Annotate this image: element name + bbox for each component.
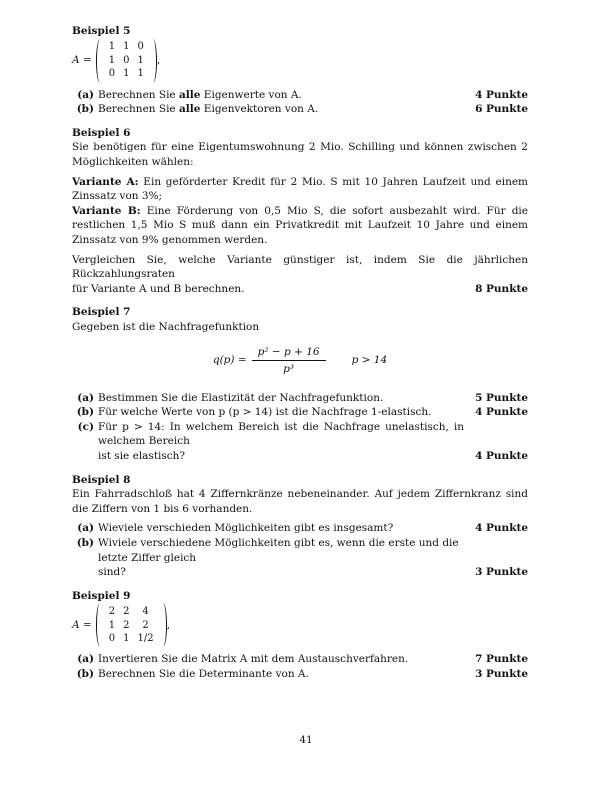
ex7-title: Beispiel 7 — [72, 306, 131, 319]
page-number: 41 — [299, 734, 313, 746]
ex6-title: Beispiel 6 — [72, 126, 131, 139]
ex8-intro: Ein Fahrradschloß hat 4 Ziffernkränze nebeneinander. Auf jedem Ziffernkranz sind die Ziffern von 1 bis 6 vorhanden. — [72, 488, 528, 515]
ex9-item-b: (b) Berechnen Sie die Determinante von A. 3 Punkte — [76, 668, 528, 680]
points: 6 Punkte — [475, 103, 528, 116]
ex7-item-a: (a) Bestimmen Sie die Elastizität der Nachfragefunktion. 5 Punkte — [77, 391, 528, 404]
ex7-intro: Gegeben ist die Nachfragefunktion — [72, 320, 260, 333]
ex6-variant-a: Variante A: Ein geförderter Kredit für 2 Mio. S mit 10 Jahren Laufzeit und einem Zinssatz von 3%; — [72, 175, 529, 203]
ex9-matrix-block: A = 2 2 4 1 2 2 0 1 1/2 , — [72, 603, 528, 647]
points: 8 Punkte — [475, 282, 528, 295]
ex6-compare-end: für Variante A und B berechnen. 8 Punkte — [72, 282, 528, 295]
ex7-formula: q(p) = $\frac{\text{p² − p + 16}}{\text{p³}}$ p > 14 — [212, 345, 388, 376]
left-paren — [96, 39, 104, 83]
ex5-item-b: (b) Berechnen Sie alle Eigenvektoren von A. 6 Punkte — [76, 103, 528, 116]
points: 5 Punkte — [475, 391, 528, 404]
ex6-compare: Vergleichen Sie, welche Variante günstiger ist, indem Sie die jährlichen Rückzahlungsraten — [72, 253, 528, 281]
ex5-matrix: 1 1 0 1 0 1 0 1 1 — [108, 41, 144, 80]
left-paren — [96, 603, 104, 647]
ex6-intro: Sie benötigen für eine Eigentumswohnung 2 Mio. Schilling und können zwischen 2 Möglichkeiten wählen: — [72, 141, 528, 168]
ex5-matrix-block: A = 1 1 0 1 0 1 0 1 1 , — [72, 39, 528, 83]
points: 7 Punkte — [475, 653, 528, 666]
points: 3 Punkte — [475, 668, 528, 680]
ex6-variant-b: Variante B: Eine Förderung von 0,5 Mio S, die sofort ausbezahlt wird. Für die restlichen 1,5 Mio S muß dann ein Privatkredit mit Laufzeit 10 Jahre und einem Zinssatz von 9% genommen werden. — [72, 204, 528, 246]
ex5-matrix-name: A = — [72, 54, 92, 67]
points: 3 Punkte — [475, 566, 528, 579]
ex9-item-a: (a) Invertieren Sie die Matrix A mit dem Austauschverfahren. 7 Punkte — [77, 653, 528, 666]
points: 4 Punkte — [475, 406, 528, 419]
ex7-item-c: (c) Für p > 14: In welchem Bereich ist die Nachfrage unelastisch, in welchem Bereich ist sie elastisch? 4 Punkte — [77, 420, 528, 463]
ex8-item-b: (b) Wiviele verschiedene Möglichkeiten gibt es, wenn die erste und die letzte Ziffer gleich sind? 3 Punkte — [76, 537, 528, 579]
ex5-item-a: (a) Berechnen Sie alle Eigenwerte von A. 4 Punkte — [77, 88, 528, 101]
points: 4 Punkte — [475, 88, 528, 101]
ex9-title: Beispiel 9 — [72, 589, 131, 602]
right-paren — [159, 603, 167, 647]
ex9-matrix: 2 2 4 1 2 2 0 1 1/2 — [108, 606, 154, 645]
page-content — [72, 24, 528, 682]
points: 4 Punkte — [475, 450, 528, 463]
ex8-title: Beispiel 8 — [72, 473, 131, 486]
ex9-matrix-name: A = — [72, 619, 92, 632]
ex8-item-a: (a) Wieviele verschieden Möglichkeiten gibt es insgesamt? 4 Punkte — [77, 522, 528, 535]
points: 4 Punkte — [475, 522, 528, 535]
right-paren — [149, 39, 157, 83]
ex7-item-b: (b) Für welche Werte von p (p > 14) ist die Nachfrage 1-elastisch. 4 Punkte — [76, 406, 528, 419]
ex5-title: Beispiel 5 — [72, 25, 131, 37]
